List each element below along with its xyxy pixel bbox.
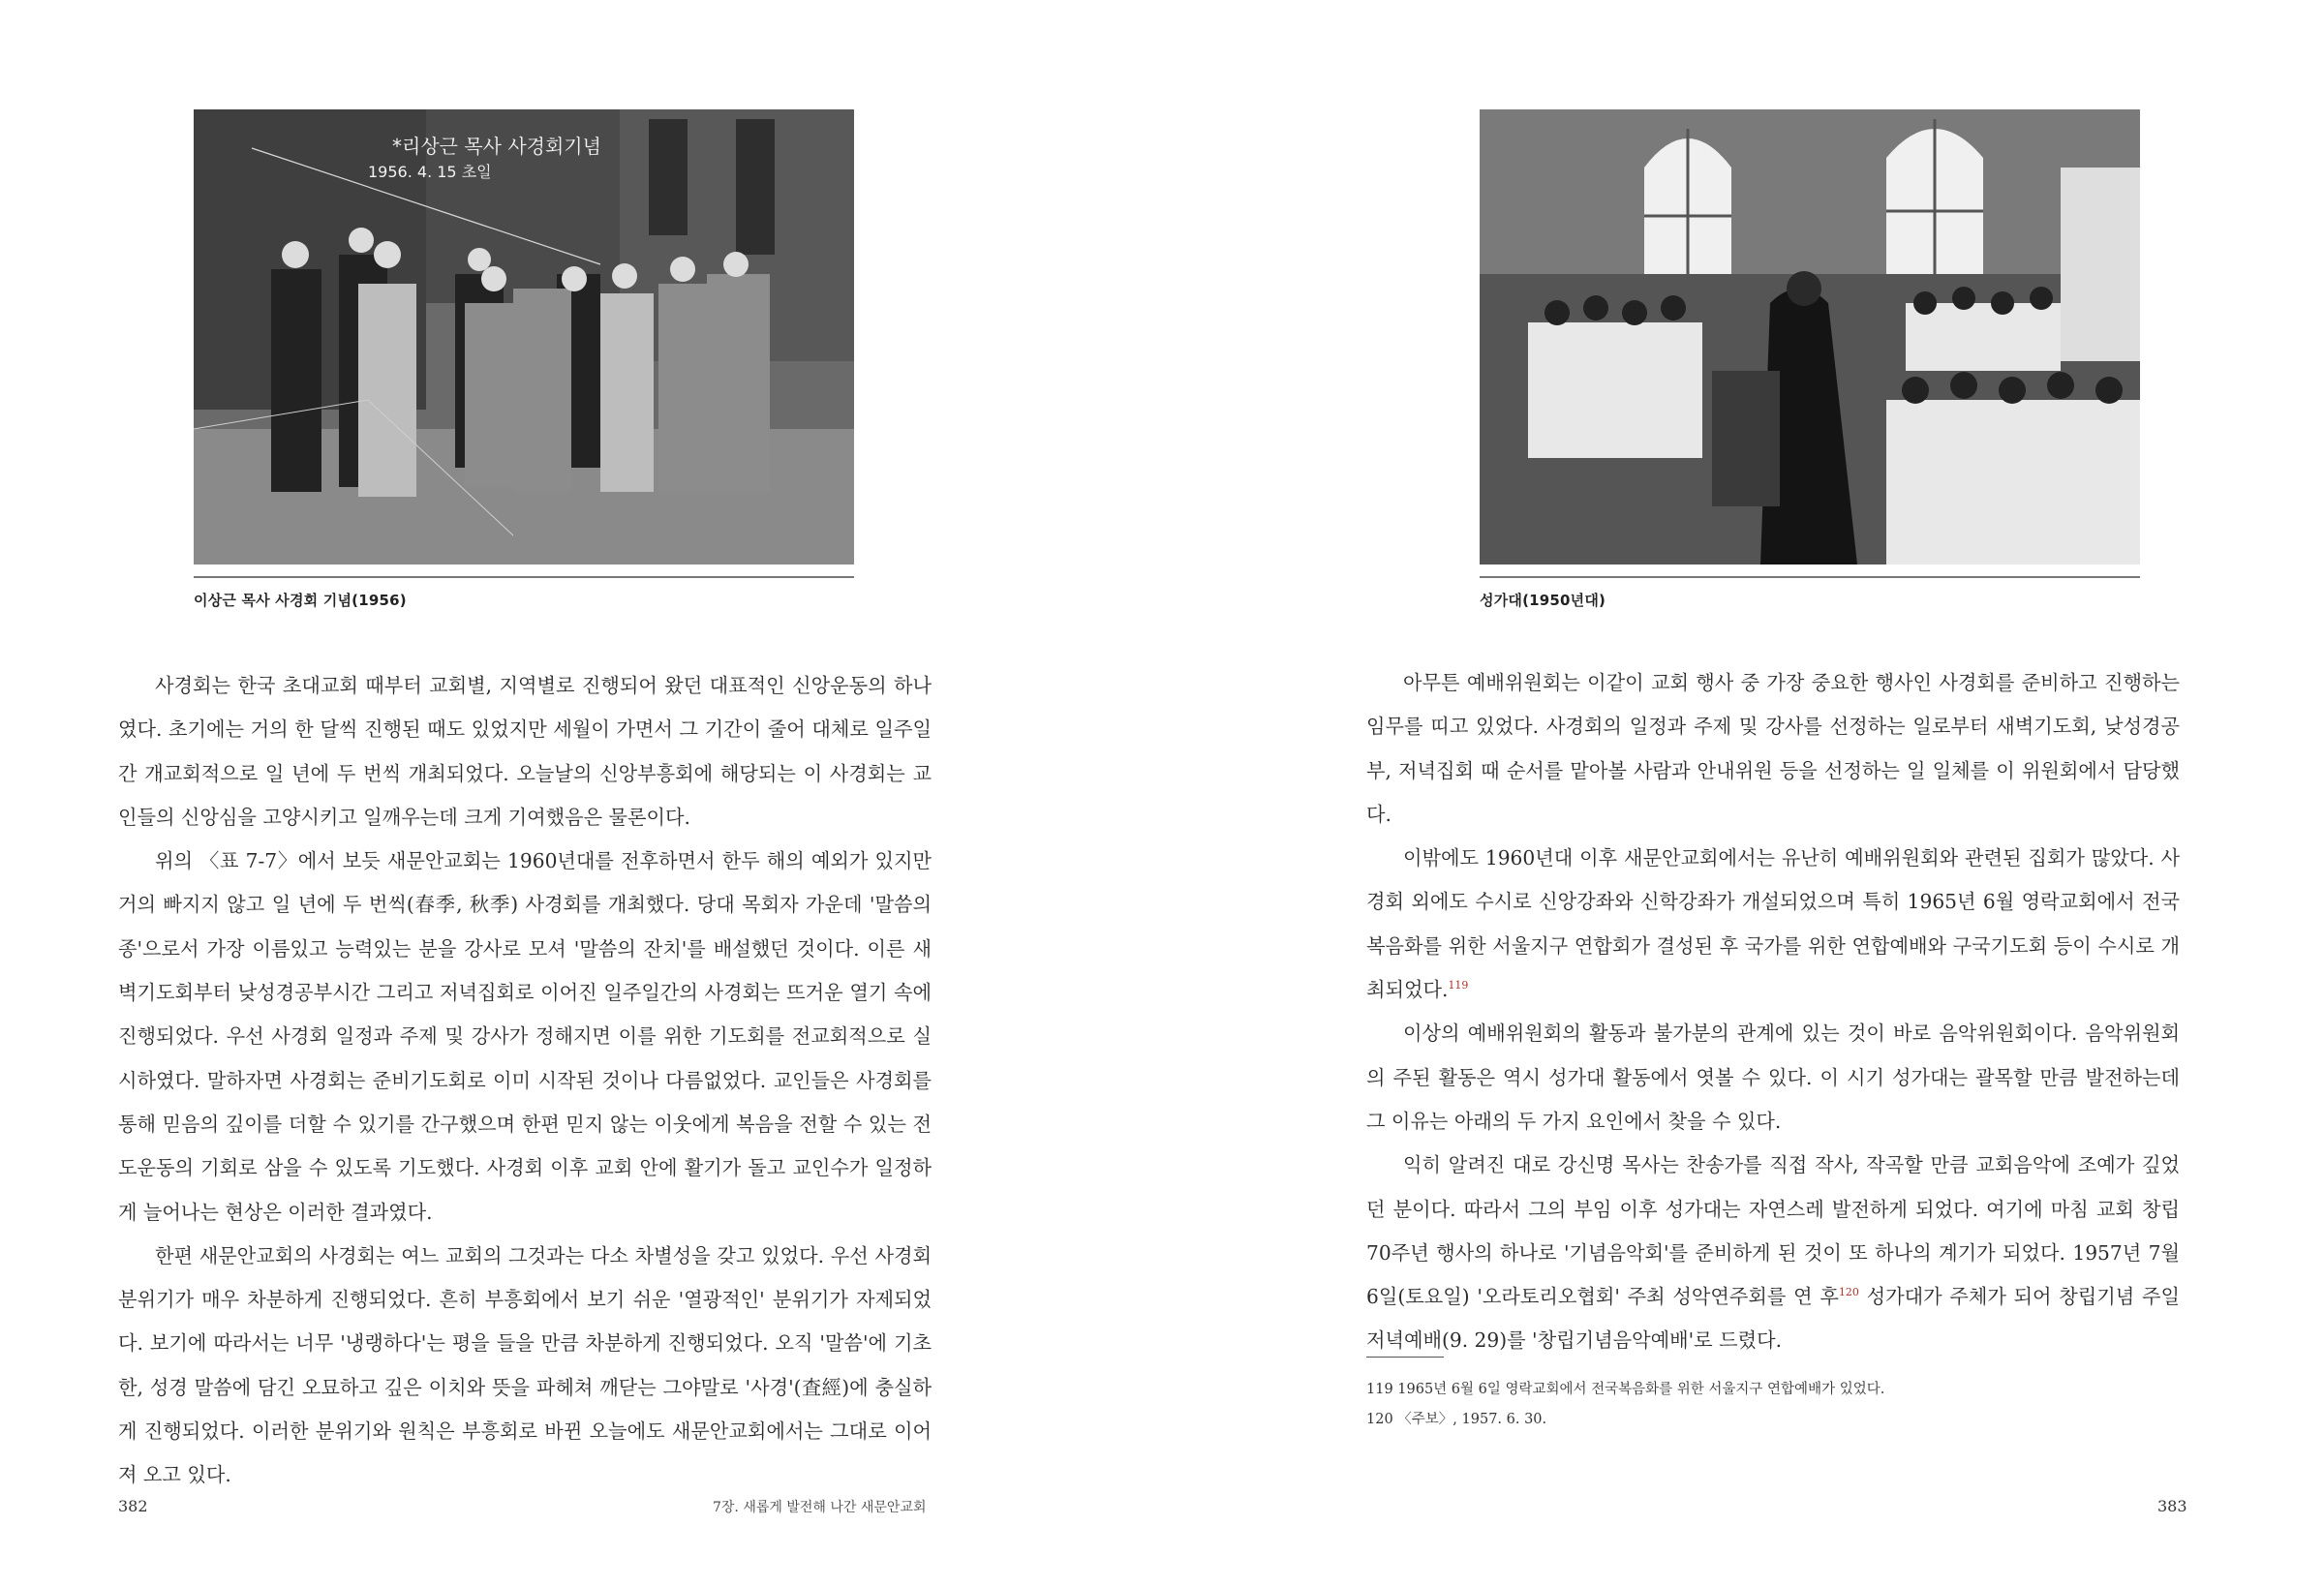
paragraph: 위의 〈표 7-7〉에서 보듯 새문안교회는 1960년대를 전후하면서 한두 해의 예외가 있지만 거의 빠지지 않고 일 년에 두 번씩(春季, 秋季) 사경회를 개최했다. 당대 목회자 가운데 '말씀의 종'으로서 가장 이름있고 능력있는 분을 강사로 모셔 '말씀의 잔치'를 배설했던 것이다. 이른 새벽기도회부터 낮성경공부시간 그리고 저녁집회로 이어진 일주일간의 사경회는 뜨거운 열기 속에 진행되었다. 우선 사경회 일정과 주제 및 강사가 정해지면 이를 위한 기도회를 전교회적으로 실시하였다. 말하자면 사경회는 준비기도회로 이미 시작된 것이나 다름없었다. 교인들은 사경회를 통해 믿음의 깊이를 더할 수 있기를 간구했으며 한편 믿지 않는 이웃에게 복음을 전할 수 있는 전도운동의 기회로 삼을 수 있도록 기도했다. 사경회 이후 교회 안에 활기가 돌고 교인수가 일정하게 늘어나는 현상은 이러한 결과였다.: [118, 849, 932, 1224]
paragraph: [1366, 837, 2180, 1012]
right-body-text: [1366, 661, 2180, 1363]
page-number: 382: [118, 1497, 148, 1515]
photo-inscription-date: 1956. 4. 15 초일: [368, 163, 492, 181]
footnote: 120 〈주보〉, 1957. 6. 30.: [1366, 1412, 1547, 1427]
group-photo-image: [194, 109, 854, 565]
footnote-rule: [1366, 1357, 1444, 1358]
footnote-mark[interactable]: 119: [1448, 979, 1469, 992]
paragraph-text: 익히 알려진 대로 강신명 목사는 찬송가를 직접 작사, 작곡할 만큼 교회음악에 조예가 깊었던 분이다. 따라서 그의 부임 이후 성가대는 자연스레 발전하게 되었다. 여기에 마침 교회 창립 70주년 행사의 하나로 '기념음악회'를 준비하게 된 것이 또 하나의 계기가 되었다. 1957년 7월 6일(토요일) '오라토리오협회' 주최 성악연주회를 연 후: [1366, 1153, 2180, 1309]
paragraph-text: 성가대가 주체가 되어 창립기념 주일 저녁예배(9. 29)를 '창립기념음악예배'로 드렸다.: [1366, 1285, 2181, 1353]
paragraph: [1366, 1144, 2180, 1362]
photo-caption: 성가대(1950년대): [1480, 592, 1606, 609]
photo-inscription-title: *리상근 목사 사경회기념: [392, 135, 601, 158]
running-head: 7장. 새롭게 발전해 나간 새문안교회: [713, 1500, 927, 1515]
paragraph-text: 이밖에도 1960년대 이후 새문안교회에서는 유난히 예배위원회와 관련된 집회가 많았다. 사경회 외에도 수시로 신앙강좌와 신학강좌가 개설되었으며 특히 1965년 6월 영락교회에서 전국복음화를 위한 서울지구 연합회가 결성된 후 국가를 위한 연합예배와 구국기도회 등이 수시로 개최되었다.: [1366, 846, 2180, 1002]
paragraph: 사경회는 한국 초대교회 때부터 교회별, 지역별로 진행되어 왔던 대표적인 신앙운동의 하나였다. 초기에는 거의 한 달씩 진행된 때도 있었지만 세월이 가면서 그 기간이 줄어 대체로 일주일간 개교회적으로 일 년에 두 번씩 개최되었다. 오늘날의 신앙부흥회에 해당되는 이 사경회는 교인들의 신앙심을 고양시키고 일깨우는데 크게 기여했음은 물론이다.: [118, 674, 932, 829]
page-number: 383: [2157, 1497, 2187, 1515]
photo-caption: 이상근 목사 사경회 기념(1956): [194, 592, 407, 609]
footnote-mark[interactable]: 120: [1838, 1286, 1859, 1299]
photo-bible-study-commemoration: [194, 109, 854, 565]
right-page: [1162, 0, 2324, 1587]
choir-photo-image: [1480, 109, 2140, 565]
paragraph: 아무튼 예배위원회는 이같이 교회 행사 중 가장 중요한 행사인 사경회를 준비하고 진행하는 임무를 띠고 있었다. 사경회의 일정과 주제 및 강사를 선정하는 일로부터 새벽기도회, 낮성경공부, 저녁집회 때 순서를 맡아볼 사람과 안내위원 등을 선정하는 일 일체를 이 위원회에서 담당했다.: [1366, 671, 2180, 826]
caption-rule: [1480, 576, 2140, 578]
paragraph: 이상의 예배위원회의 활동과 불가분의 관계에 있는 것이 바로 음악위원회이다. 음악위원회의 주된 활동은 역시 성가대 활동에서 엿볼 수 있다. 이 시기 성가대는 괄목할 만큼 발전하는데 그 이유는 아래의 두 가지 요인에서 찾을 수 있다.: [1366, 1022, 2180, 1133]
footnotes: [1366, 1375, 1884, 1435]
left-body-text: [118, 664, 932, 1498]
footnote: 119 1965년 6월 6일 영락교회에서 전국복음화를 위한 서울지구 연합예배가 있었다.: [1366, 1382, 1885, 1397]
photo-choir: [1480, 109, 2140, 565]
caption-rule: [194, 576, 854, 578]
paragraph: 한편 새문안교회의 사경회는 여느 교회의 그것과는 다소 차별성을 갖고 있었다. 우선 사경회 분위기가 매우 차분하게 진행되었다. 흔히 부흥회에서 보기 쉬운 '열광적인' 분위기가 자제되었다. 보기에 따라서는 너무 '냉랭하다'는 평을 들을 만큼 차분하게 진행되었다. 오직 '말씀'에 기초한, 성경 말씀에 담긴 오묘하고 깊은 이치와 뜻을 파헤쳐 깨닫는 그야말로 '사경'(査經)에 충실하게 진행되었다. 이러한 분위기와 원칙은 부흥회로 바뀐 오늘에도 새문안교회에서는 그대로 이어져 오고 있다.: [118, 1243, 932, 1487]
